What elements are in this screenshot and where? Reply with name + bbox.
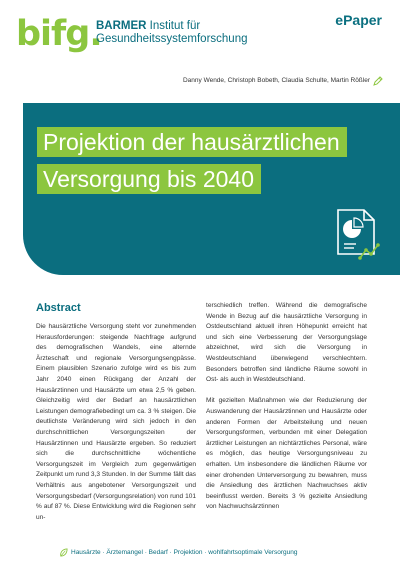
title-line-1: Projektion der hausärztlichen	[37, 127, 347, 157]
keywords: Hausärzte · Ärztemangel · Bedarf · Projektion · wohlfahrtsoptimale Versorgung	[71, 549, 298, 556]
page-title	[37, 127, 347, 194]
abstract-paragraph-3: Mit gezielten Maßnahmen wie der Reduzierung der Auswanderung der Hausärztinnen und Hausärzte oder anderen Formen der Arbeitsteilung und neuen Versorgungsformen, verbunden mit einer Delegation ärztlicher Leistungen an nichtärztliches Personal, wäre es möglich, das heutige Versorgungsniveau zu erhalten. Um insbesondere die ländlichen Räume vor einer drohenden Unterversorgung zu bewahren, muss die Ansiedlung des ärztlichen Nachwuchses aktiv beeinflusst werden. Bereits 3 % gezielte Ansiedlung von Nachwuchsärztinnen	[206, 397, 367, 511]
abstract-column-2	[206, 301, 367, 523]
abstract-column-1	[36, 322, 196, 523]
epaper-badge: ePaper	[335, 12, 382, 28]
institute-name-part: Institut für	[146, 20, 201, 32]
leaf-icon	[59, 548, 68, 557]
institute-name	[96, 20, 248, 46]
barmer-brand: BARMER	[96, 20, 147, 32]
title-line-2: Versorgung bis 2040	[37, 164, 261, 194]
authors: Danny Wende, Christoph Bobeth, Claudia Schulte, Martin Rößler	[182, 77, 370, 84]
bifg-logo: bifg.	[16, 14, 102, 54]
abstract-heading: Abstract	[36, 302, 81, 314]
abstract-paragraph-2: terschiedlich treffen. Während die demografische Wende in Bezug auf die hausärztliche Versorgung in Ostdeutschland aktuell ihren Höhepunkt erreicht hat und sich eine Verbesserung der Versorgungslage abzeichnet, wird sich die Versorgung in Westdeutschland überwiegend verschlechtern. Besonders betroffen sind ländliche Räume sowohl in Ost- als auch in Westdeutschland.	[206, 302, 367, 384]
abstract-paragraph-1: Die hausärztliche Versorgung steht vor zunehmenden Herausforderungen: steigende Nachfrage aufgrund des demografischen Wandels, eine alternde Ärzteschaft und regionale Versorgungsengpässe. Einem plausiblen Szenario zufolge wird es bis zum Jahr 2040 einen Rückgang der Anzahl der Hausärztinnen und Hausärzte um etwa 2,5 % geben. Gleichzeitig wird der Bedarf an hausärztlichen Leistungen demografiebedingt um ca. 3 % steigen. Die deutlichste Veränderung wird sich jedoch in den durchschnittlichen Versorgungszeiten der Hausärztinnen und Hausärzte ergeben. So reduziert sich die durchschnittliche wöchentliche Versorgungszeit im Vergleich zum gegenwärtigen Zeitpunkt um rund 3,3 Stunden. In der Summe fällt das Verhältnis aus angebotener Versorgungszeit und Versorgungsbedarf (Versorgungsrelation) von rund 101 % auf 87 %. Diese Entwicklung wird die Regionen sehr un-	[36, 323, 196, 521]
document-chart-icon	[330, 208, 382, 264]
pen-icon	[373, 76, 383, 86]
institute-name-line2: Gesundheitssystemforschung	[96, 33, 248, 45]
